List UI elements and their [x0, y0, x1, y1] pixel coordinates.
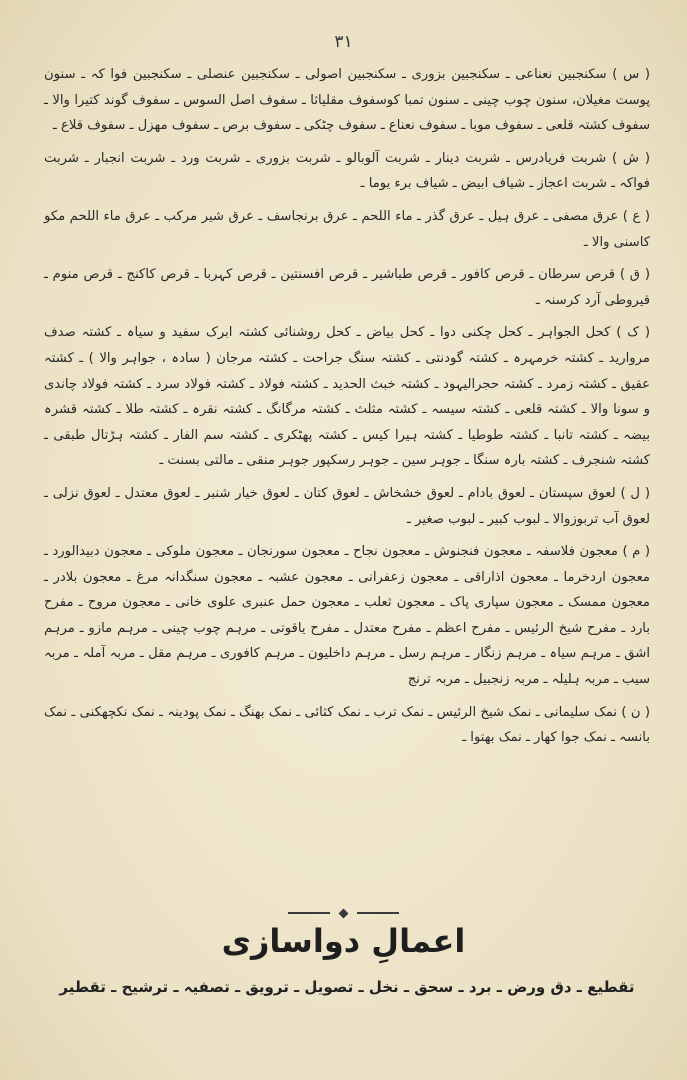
section-laam: ( ل ) لعوق سپستان ـ لعوق بادام ـ لعوق خشخاش ـ لعوق کتان ـ لعوق خیار شنبر ـ لعوق معتدل ـ لعوق نزلی ـ لعوق آب تربوزوالا ـ لبوب کبیر ـ لبوب صغیر ـ — [44, 485, 650, 527]
section-kaaf: ( ک ) کحل الجواہر ـ کحل چکنی دوا ـ کحل بیاض ـ کحل روشنائی کشتہ ابرک سفید و سیاہ ـ کشتہ صدف مروارید ـ کشتہ خرمہرہ ـ کشتہ گودنتی ـ کشتہ سنگ جراحت ـ کشتہ مرجان ( سادہ ، جواہر والا ) ـ کشتہ عقیق ـ کشتہ زمرد ـ کشتہ حجرالیہود ـ کشتہ خبث الحدید ـ کشتہ فولاد ـ کشتہ فولاد سرد ـ کشتہ فولاد چاندی و سونا والا ـ کشتہ قلعی ـ کشتہ سیسہ ـ کشتہ مثلث ـ کشتہ مرگانگ ـ کشتہ نقرہ ـ کشتہ طلا ـ کشتہ قشرہ بیضہ ـ کشتہ تانبا ـ کشتہ طوطیا ـ کشتہ ہیرا کیس ـ کشتہ پھٹکری ـ کشتہ سم الفار ـ کشتہ ہڑتال طبقی ـ کشتہ شنجرف ـ کشتہ بارہ سنگا ـ جوہر سین ـ جوہر رسکپور جوہر منقی ـ مالتی بسنت ـ — [44, 325, 650, 469]
section-ain: ( ع ) عرق مصفی ـ عرق ہیل ـ عرق گذر ـ ماء اللحم ـ عرق برنجاسف ـ عرق شیر مرکب ـ عرق ماء اللحم مکو کاسنی والا ـ — [44, 208, 650, 250]
section-sheen: ( ش ) شربت فریادرس ـ شربت دینار ـ شربت آلوبالو ـ شربت بزوری ـ شربت ورد ـ شربت انجبار ـ شربت فواکہ ـ شربت اعجاز ـ شیاف ابیض ـ شیاف برء یوما ـ — [44, 150, 650, 192]
page-number: ۳۱ — [334, 32, 353, 52]
section-meem: ( م ) معجون فلاسفہ ـ معجون فنجنوش ـ معجون نجاح ـ معجون سورنجان ـ معجون ملوکی ـ معجون دبیدالورد ـ معجون اردخرما ـ معجون اذاراقی ـ معجون زعفرانی ـ معجون عشبہ ـ معجون سنگدانہ مرغ ـ معجون بلادر ـ معجون ممسک ـ معجون سپاری پاک ـ معجون ثعلب ـ معجون حمل عنبری علوی خانی ـ معجون مروح ـ مفرح بارد ـ مفرح شیخ الرئیس ـ مفرح اعظم ـ مفرح معتدل ـ مفرح یاقوتی ـ مرہم چوب چینی ـ مرہم مازو ـ مرہم اشق ـ مرہم سیاہ ـ مرہم زنگار ـ مرہم رسل ـ مرہم داخلیون ـ مرہم کافوری ـ مرہم مقل ـ مربہ آملہ ـ مربہ سیب ـ مربہ ہلیلہ ـ مربہ زنجبیل ـ مربہ ترنج — [44, 544, 650, 688]
heading-ornament — [278, 908, 408, 918]
section-noon: ( ن ) نمک سلیمانی ـ نمک شیخ الرئیس ـ نمک ترب ـ نمک کثائی ـ نمک بھنگ ـ نمک پودینہ ـ نمک نکچھکنی ـ نمک بانسہ ـ نمک جوا کھار ـ نمک بھتوا ـ — [44, 704, 650, 746]
section-seen: ( س ) سکنجبین نعناعی ـ سکنجبین بزوری ـ سکنجبین اصولی ـ سکنجبین عنصلی ـ سکنجبین فوا کہ ـ سنون پوست مغیلان، سنون چوب چینی ـ سنون تمبا کوسفوف مقلیاثا ـ سفوف اصل السوس ـ سفوف گوند کتیرا والا ـ سفوف کشتہ قلعی ـ سفوف موبا ـ سفوف نعناع ـ سفوف چٹکی ـ سفوف برص ـ سفوف مھزل ـ سفوف قلاع ـ — [44, 67, 650, 134]
ornament-line — [357, 912, 399, 914]
process-list: تقطیع ـ دق ورض ـ برد ـ سحق ـ نخل ـ تصویل ـ ترویق ـ تصفیہ ـ ترشیح ـ تقطیر — [59, 978, 635, 996]
ornament-diamond-icon — [338, 908, 348, 918]
ornament-line — [288, 912, 330, 914]
section-qaaf: ( ق ) قرص سرطان ـ قرص کافور ـ قرص طباشیر ـ قرص افسنتین ـ قرص کہربا ـ قرص کاکنج ـ قرص منوم ـ قیروطی آرد کرسنہ ـ — [44, 267, 650, 308]
body-text — [44, 62, 650, 758]
section-heading: اعمالِ دواسازی — [221, 922, 466, 960]
